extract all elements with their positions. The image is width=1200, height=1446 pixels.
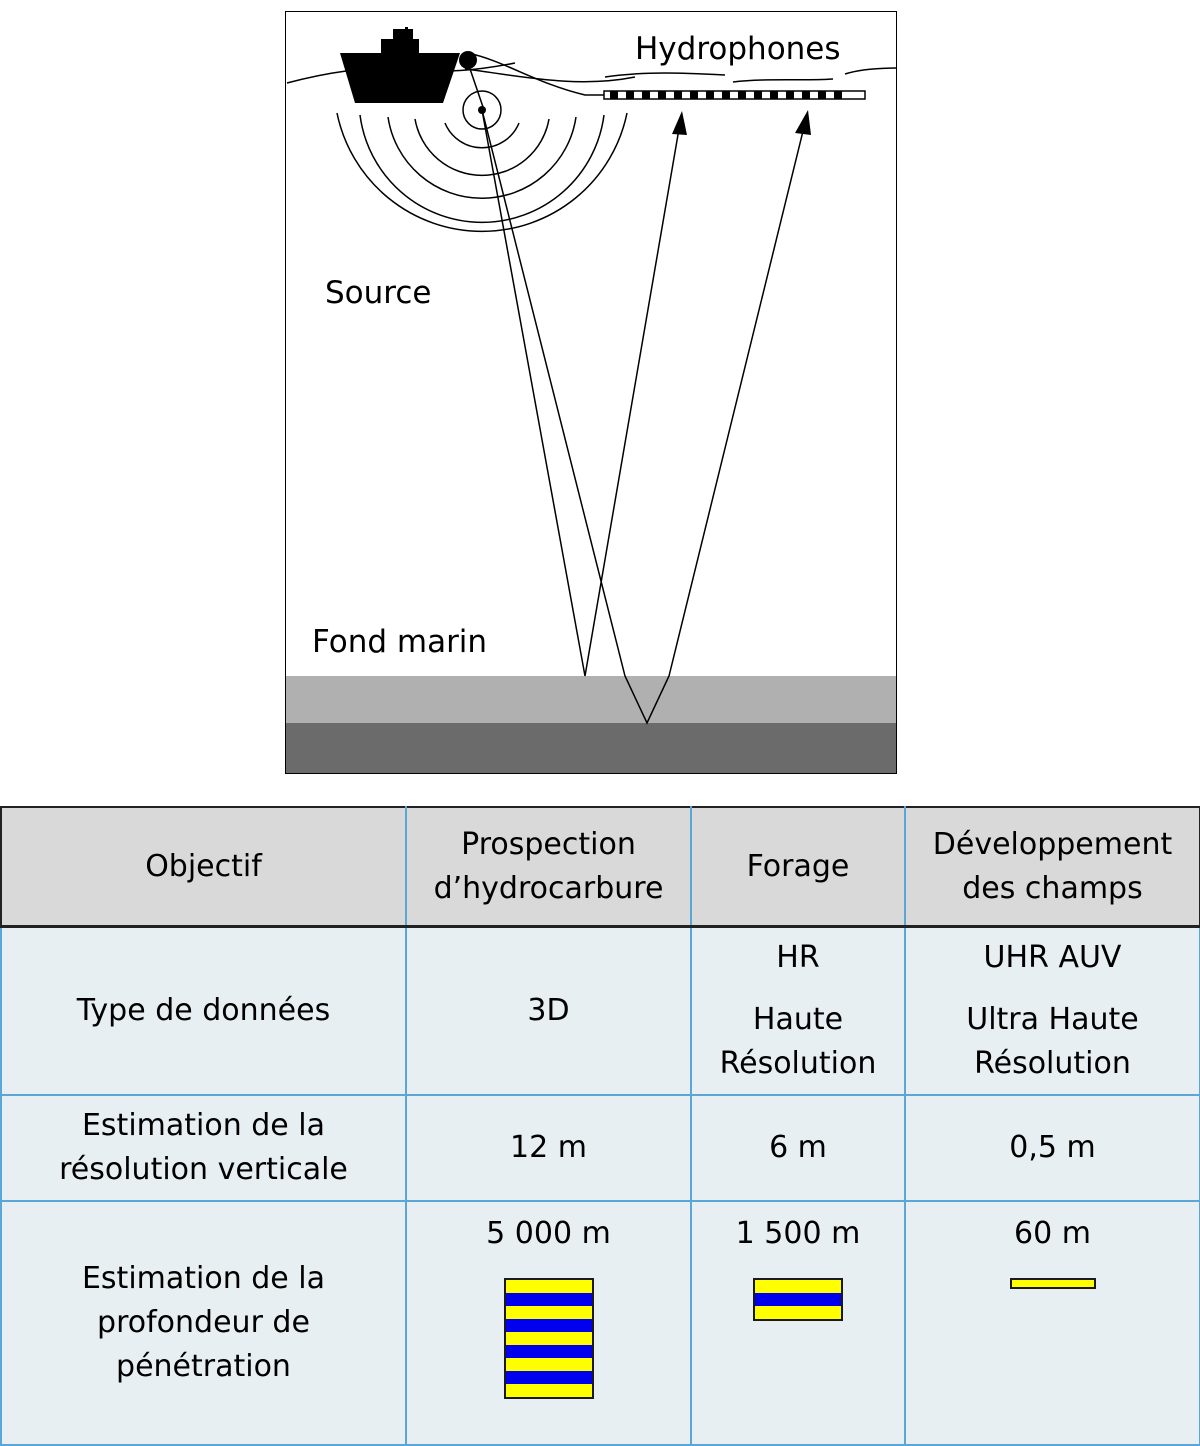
- header-forage: Forage: [691, 807, 905, 927]
- hydrophone-streamer: [604, 91, 865, 99]
- table-header-row: [1, 807, 1200, 927]
- cell-resolution-uhr: 0,5 m: [905, 1095, 1200, 1201]
- source-label: Source: [325, 275, 432, 311]
- cell-hr-full: Haute Résolution: [719, 1001, 877, 1081]
- cell-penetration-hr: [691, 1201, 905, 1445]
- survey-comparison-table: [0, 806, 1200, 1446]
- penetration-bar-3d: [504, 1278, 594, 1399]
- cell-uhr: [905, 927, 1200, 1095]
- cell-hr: [691, 927, 905, 1095]
- table-row-data-type: [1, 927, 1200, 1095]
- cell-uhr-abbr: UHR AUV: [983, 939, 1122, 975]
- cell-resolution-3d: 12 m: [406, 1095, 691, 1201]
- penetration-value-hr: 1 500 m: [735, 1215, 861, 1251]
- hydrophones-label: Hydrophones: [635, 31, 841, 67]
- seabed-layer-upper: [285, 676, 897, 723]
- seismic-survey-diagram: [285, 11, 897, 774]
- header-developpement: Développement des champs: [905, 807, 1200, 927]
- cell-3d: 3D: [406, 927, 691, 1095]
- header-prospection: Prospection d’hydrocarbure: [406, 807, 691, 927]
- cell-penetration-uhr: [905, 1201, 1200, 1445]
- penetration-bar-hr: [753, 1278, 843, 1321]
- seabed-label: Fond marin: [312, 624, 488, 660]
- penetration-value-uhr: 60 m: [1014, 1215, 1091, 1251]
- penetration-value-3d: 5 000 m: [486, 1215, 611, 1251]
- cell-resolution-hr: 6 m: [691, 1095, 905, 1201]
- cell-uhr-full: Ultra Haute Résolution: [966, 1001, 1139, 1081]
- row-label-data-type: Type de données: [1, 927, 406, 1095]
- row-label-penetration-depth: Estimation de la profondeur de pénétration: [1, 1201, 406, 1445]
- cell-hr-abbr: HR: [776, 939, 820, 975]
- row-label-vertical-resolution: Estimation de la résolution verticale: [1, 1095, 406, 1201]
- cell-penetration-3d: [406, 1201, 691, 1445]
- penetration-bar-uhr: [1010, 1278, 1096, 1289]
- header-objectif: Objectif: [1, 807, 406, 927]
- seabed-layer-lower: [285, 723, 897, 774]
- table-row-vertical-resolution: [1, 1095, 1200, 1201]
- survey-comparison-table-container: [0, 806, 1199, 1441]
- table-row-penetration-depth: [1, 1201, 1200, 1445]
